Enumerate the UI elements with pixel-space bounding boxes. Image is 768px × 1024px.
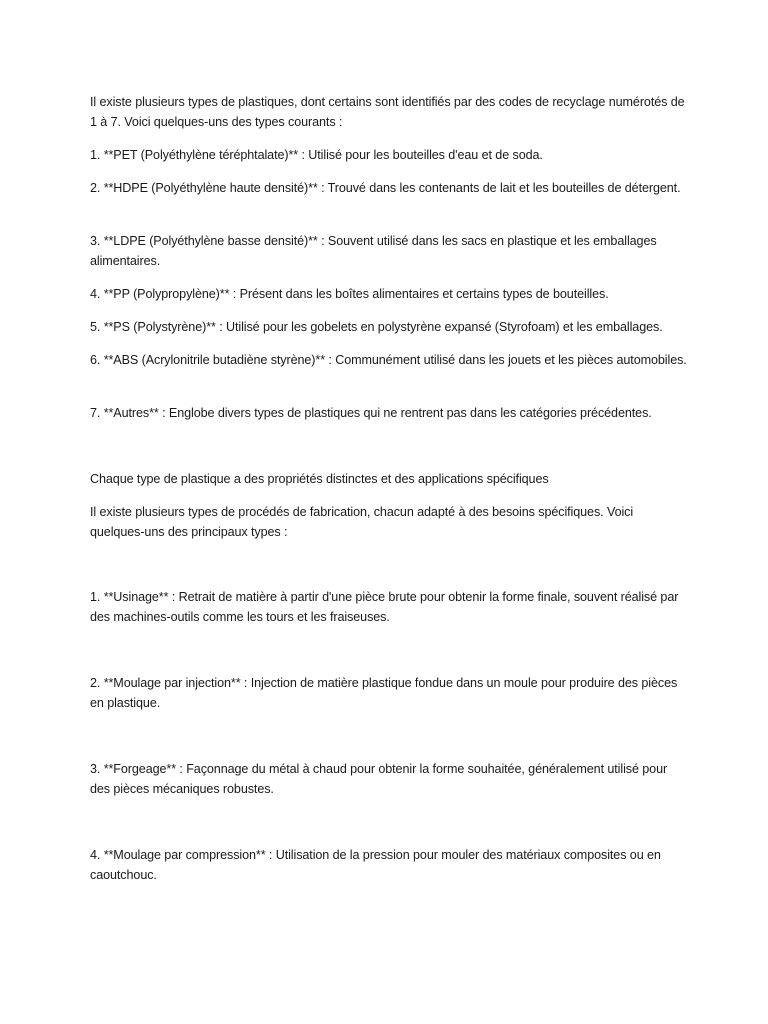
plastic-type-abs: 6. **ABS (Acrylonitrile butadiène styrène)** : Communément utilisé dans les jouets et les pièces automobiles. xyxy=(90,353,687,367)
plastic-type-pp: 4. **PP (Polypropylène)** : Présent dans les boîtes alimentaires et certains types de bouteilles. xyxy=(90,287,609,301)
process-compression-molding: 4. **Moulage par compression** : Utilisation de la pression pour mouler des matériaux composites ou en caoutchouc. xyxy=(90,848,661,882)
plastic-type-hdpe: 2. **HDPE (Polyéthylène haute densité)** : Trouvé dans les contenants de lait et les bouteilles de détergent. xyxy=(90,181,681,195)
plastic-type-ldpe: 3. **LDPE (Polyéthylène basse densité)** : Souvent utilisé dans les sacs en plastique et les emballages alimentaires. xyxy=(90,234,657,268)
intro-processes-paragraph: Il existe plusieurs types de procédés de fabrication, chacun adapté à des besoins spécifiques. Voici quelques-uns des principaux types : xyxy=(90,505,634,539)
plastics-summary: Chaque type de plastique a des propriétés distinctes et des applications spécifiques xyxy=(90,472,549,486)
process-machining: 1. **Usinage** : Retrait de matière à partir d'une pièce brute pour obtenir la forme finale, souvent réalisé par des machines-outils comme les tours et les fraiseuses. xyxy=(90,590,679,624)
process-forging: 3. **Forgeage** : Façonnage du métal à chaud pour obtenir la forme souhaitée, généralement utilisé pour des pièces mécaniques robustes. xyxy=(90,762,668,796)
plastic-type-pet: 1. **PET (Polyéthylène téréphtalate)** : Utilisé pour les bouteilles d'eau et de soda. xyxy=(90,148,543,162)
process-injection-molding: 2. **Moulage par injection** : Injection de matière plastique fondue dans un moule pour produire des pièces en plastique. xyxy=(90,676,678,710)
plastic-type-ps: 5. **PS (Polystyrène)** : Utilisé pour les gobelets en polystyrène expansé (Styrofoam) et les emballages. xyxy=(90,320,663,334)
intro-plastics-paragraph: Il existe plusieurs types de plastiques, dont certains sont identifiés par des codes de recyclage numérotés de 1 à 7. Voici quelques-uns des types courants : xyxy=(90,95,685,129)
plastic-type-other: 7. **Autres** : Englobe divers types de plastiques qui ne rentrent pas dans les catégories précédentes. xyxy=(90,406,652,420)
